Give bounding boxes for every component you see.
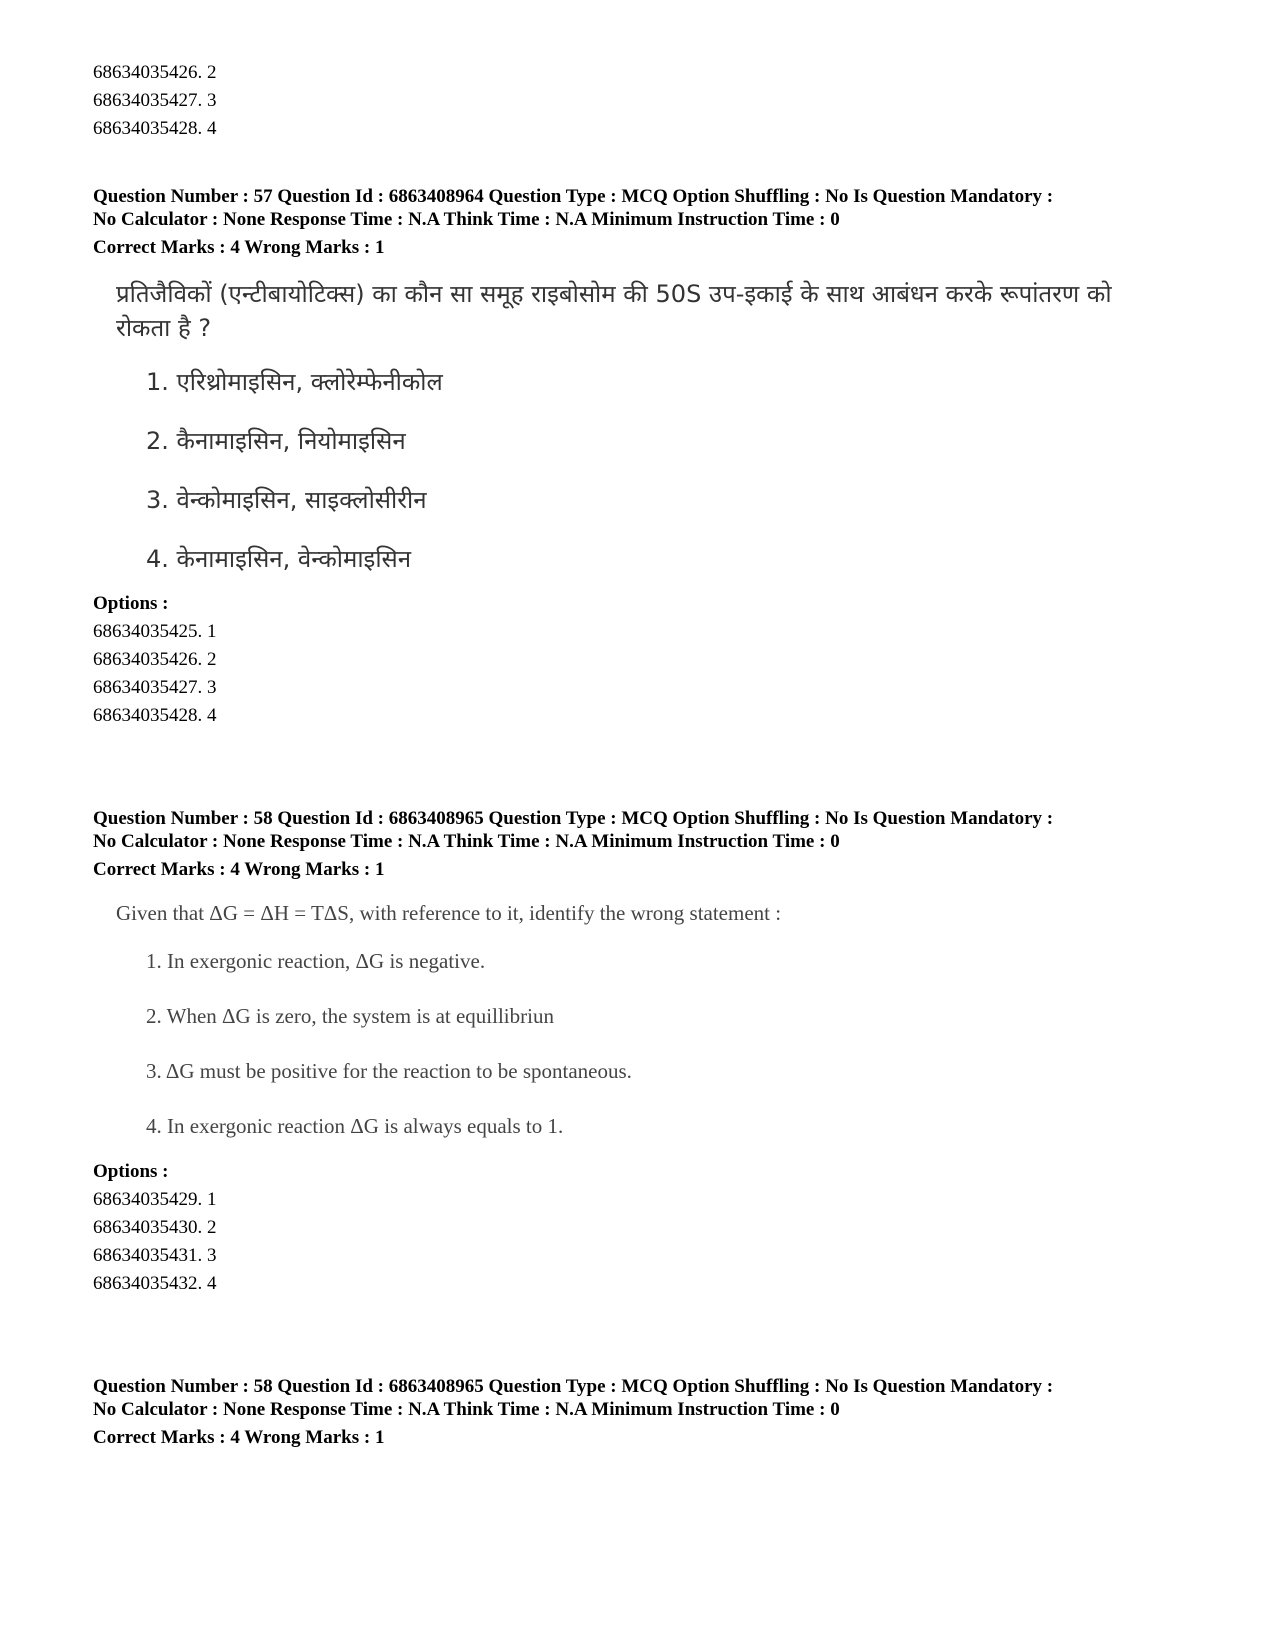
option-line: 68634035426. 2 xyxy=(93,62,217,83)
question-image xyxy=(116,897,1193,1146)
question-stem: Given that ΔG = ΔH = TΔS, with reference to it, identify the wrong statement : xyxy=(116,901,782,925)
answer-choice-3: 3. वेन्कोमाइसिन, साइक्लोसीरीन xyxy=(146,486,427,514)
question-header-line2: No Calculator : None Response Time : N.A Think Time : N.A Minimum Instruction Time : 0 xyxy=(93,831,840,852)
question-stem-line1: प्रतिजैविकों (एन्टीबायोटिक्स) का कौन सा समूह राइबोसोम की 50S उप-इकाई के साथ आबंधन करके रूपांतरण को xyxy=(116,280,1112,308)
option-line: 68634035425. 1 xyxy=(93,621,217,642)
question-header-line1: Question Number : 57 Question Id : 6863408964 Question Type : MCQ Option Shuffling : No Is Question Mandatory : xyxy=(93,186,1054,207)
question-header-line2: No Calculator : None Response Time : N.A Think Time : N.A Minimum Instruction Time : 0 xyxy=(93,1399,840,1420)
answer-choice-4: 4. In exergonic reaction ΔG is always equals to 1. xyxy=(146,1114,564,1138)
question-header-line1: Question Number : 58 Question Id : 6863408965 Question Type : MCQ Option Shuffling : No Is Question Mandatory : xyxy=(93,808,1054,829)
question-header-line1: Question Number : 58 Question Id : 6863408965 Question Type : MCQ Option Shuffling : No Is Question Mandatory : xyxy=(93,1376,1054,1397)
option-line: 68634035430. 2 xyxy=(93,1217,217,1238)
options-label: Options : xyxy=(93,593,169,614)
question-57 xyxy=(93,185,1193,730)
options-label: Options : xyxy=(93,1161,169,1182)
answer-choice-1: 1. एरिथ्रोमाइसिन, क्लोरेम्फेनीकोल xyxy=(146,368,443,396)
option-line: 68634035429. 1 xyxy=(93,1189,217,1210)
question-marks: Correct Marks : 4 Wrong Marks : 1 xyxy=(93,1427,385,1448)
question-58 xyxy=(93,807,1193,1298)
option-line: 68634035428. 4 xyxy=(93,118,217,139)
previous-question-options xyxy=(93,59,217,143)
answer-choice-2: 2. When ΔG is zero, the system is at equillibriun xyxy=(146,1004,554,1028)
question-stem-line2: रोकता है ? xyxy=(116,314,212,342)
question-marks: Correct Marks : 4 Wrong Marks : 1 xyxy=(93,859,385,880)
option-line: 68634035428. 4 xyxy=(93,705,217,726)
option-line: 68634035431. 3 xyxy=(93,1245,217,1266)
question-marks: Correct Marks : 4 Wrong Marks : 1 xyxy=(93,237,385,258)
answer-choice-4: 4. केनामाइसिन, वेन्कोमाइसिन xyxy=(146,545,412,573)
option-line: 68634035432. 4 xyxy=(93,1273,217,1294)
answer-choice-2: 2. कैनामाइसिन, नियोमाइसिन xyxy=(146,427,406,455)
question-header-line2: No Calculator : None Response Time : N.A Think Time : N.A Minimum Instruction Time : 0 xyxy=(93,209,840,230)
option-line: 68634035426. 2 xyxy=(93,649,217,670)
answer-choice-3: 3. ΔG must be positive for the reaction to be spontaneous. xyxy=(146,1059,632,1083)
answer-choice-1: 1. In exergonic reaction, ΔG is negative. xyxy=(146,949,486,973)
question-58-repeat xyxy=(93,1375,1193,1451)
question-image xyxy=(116,277,1193,582)
option-line: 68634035427. 3 xyxy=(93,90,217,111)
option-line: 68634035427. 3 xyxy=(93,677,217,698)
